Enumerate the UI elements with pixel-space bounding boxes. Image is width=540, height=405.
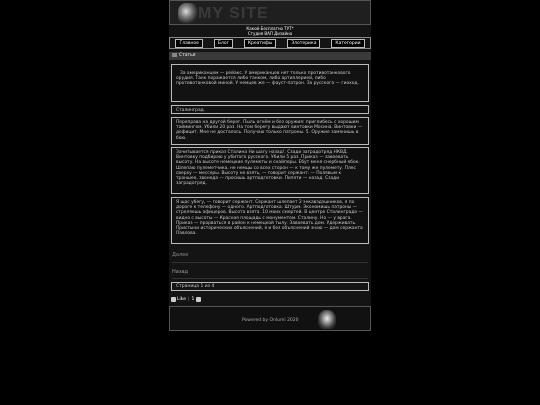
like-count: 1 — [191, 296, 195, 302]
divider — [172, 262, 368, 263]
logo-figure-image — [178, 3, 198, 24]
nav-item-esoterics[interactable]: Злотерика — [287, 39, 320, 48]
subtitle-line-2: Студия ВАП Дизайна — [247, 31, 293, 36]
divider — [172, 278, 368, 279]
nav-item-categories[interactable]: Категории — [331, 39, 364, 48]
like-bar — [171, 296, 201, 303]
article-paragraph-5: Я щас убегу, — говорит сержант. Сержант шлепает 2 энкавэдэшников, я по дороге к телефону — одного. Артподготовка. Штурм. Экономишь патроны — стреляешь офицеров. Высота взята. 10 моих смертей. В центре Сталинграда — видно с высоты — Красная площадь с монументом. Сталину. Но — у врага. Приказ — прорваться в район к немецкой тылу. Завоевать дом. Удерживать. Пристыни исторических объяснений, я и без объяснений знаю — дом сержанта Павлова. — [171, 197, 369, 244]
article-icon — [172, 53, 177, 57]
thumb-up-icon — [171, 297, 176, 302]
section-title: Статья — [179, 53, 196, 58]
site-logo[interactable]: MY SITE — [198, 5, 269, 22]
back-link[interactable]: Назад — [172, 269, 189, 275]
thumb-down-icon[interactable] — [196, 297, 201, 302]
article-paragraph-3: Переправа на другой берег. Пыль огнём и без оружия: приглибесь с хорошим таймингом. Убили 20 раз. На том берегу выдают винтовки Мосина. Винтовки — дефицит. Мне не досталось. Получаю только патроны. 5. Оружие заменишь в бою. — [171, 117, 369, 145]
site-header — [169, 0, 371, 25]
like-divider: | — [187, 296, 190, 302]
main-nav — [169, 37, 371, 49]
like-label: Like — [177, 296, 186, 302]
site-footer — [169, 306, 371, 331]
nav-item-blog[interactable]: Блог — [214, 39, 233, 48]
subtitle-line-1: Какой-Бесплатно ТУТ* — [246, 26, 294, 31]
powered-by: Powered by Onlumi 2020 — [242, 318, 299, 323]
page — [169, 0, 371, 331]
site-subtitle — [169, 26, 371, 36]
like-button[interactable] — [171, 297, 186, 303]
nav-item-creatives[interactable]: Креатифы — [244, 39, 277, 48]
article-paragraph-4: Зачитывается приказ Сталина Ни шагу назад!. Сзади заградотряд НКВД. Винтовку подбираю у убитого русского. Убили 5 раз. Приказ — завоевать высоту. На высоте немецкие пулеметы и снайперы. Ебут меня снербный ебок. Шлепаю пулеметчика, не немцы со всех сторон — к тому же пулемету. Плес сверху — мессеры. Высоту не взять, — говорит сержант. — Полявым к траншее, звонеда — просишь артподготовки. Попяти — назад. Сзади заградотряд. — [171, 147, 369, 194]
article-paragraph-2: Сталинград. — [171, 105, 369, 114]
article-paragraph-1: За американцем — рейакс. У американцев нет только противотанкового орудия. Танк поражается либо танком, либо артиллерией, либо противотанковой миной. У немцев же — фауст-патрон. За русского — гиоход. — [171, 64, 369, 102]
section-header — [169, 52, 371, 60]
pagination: Страница 1 из 4 — [171, 282, 369, 291]
nav-item-home[interactable]: Главное — [175, 39, 203, 48]
footer-face-image — [318, 310, 336, 329]
read-more-link[interactable]: Далее — [172, 252, 189, 258]
